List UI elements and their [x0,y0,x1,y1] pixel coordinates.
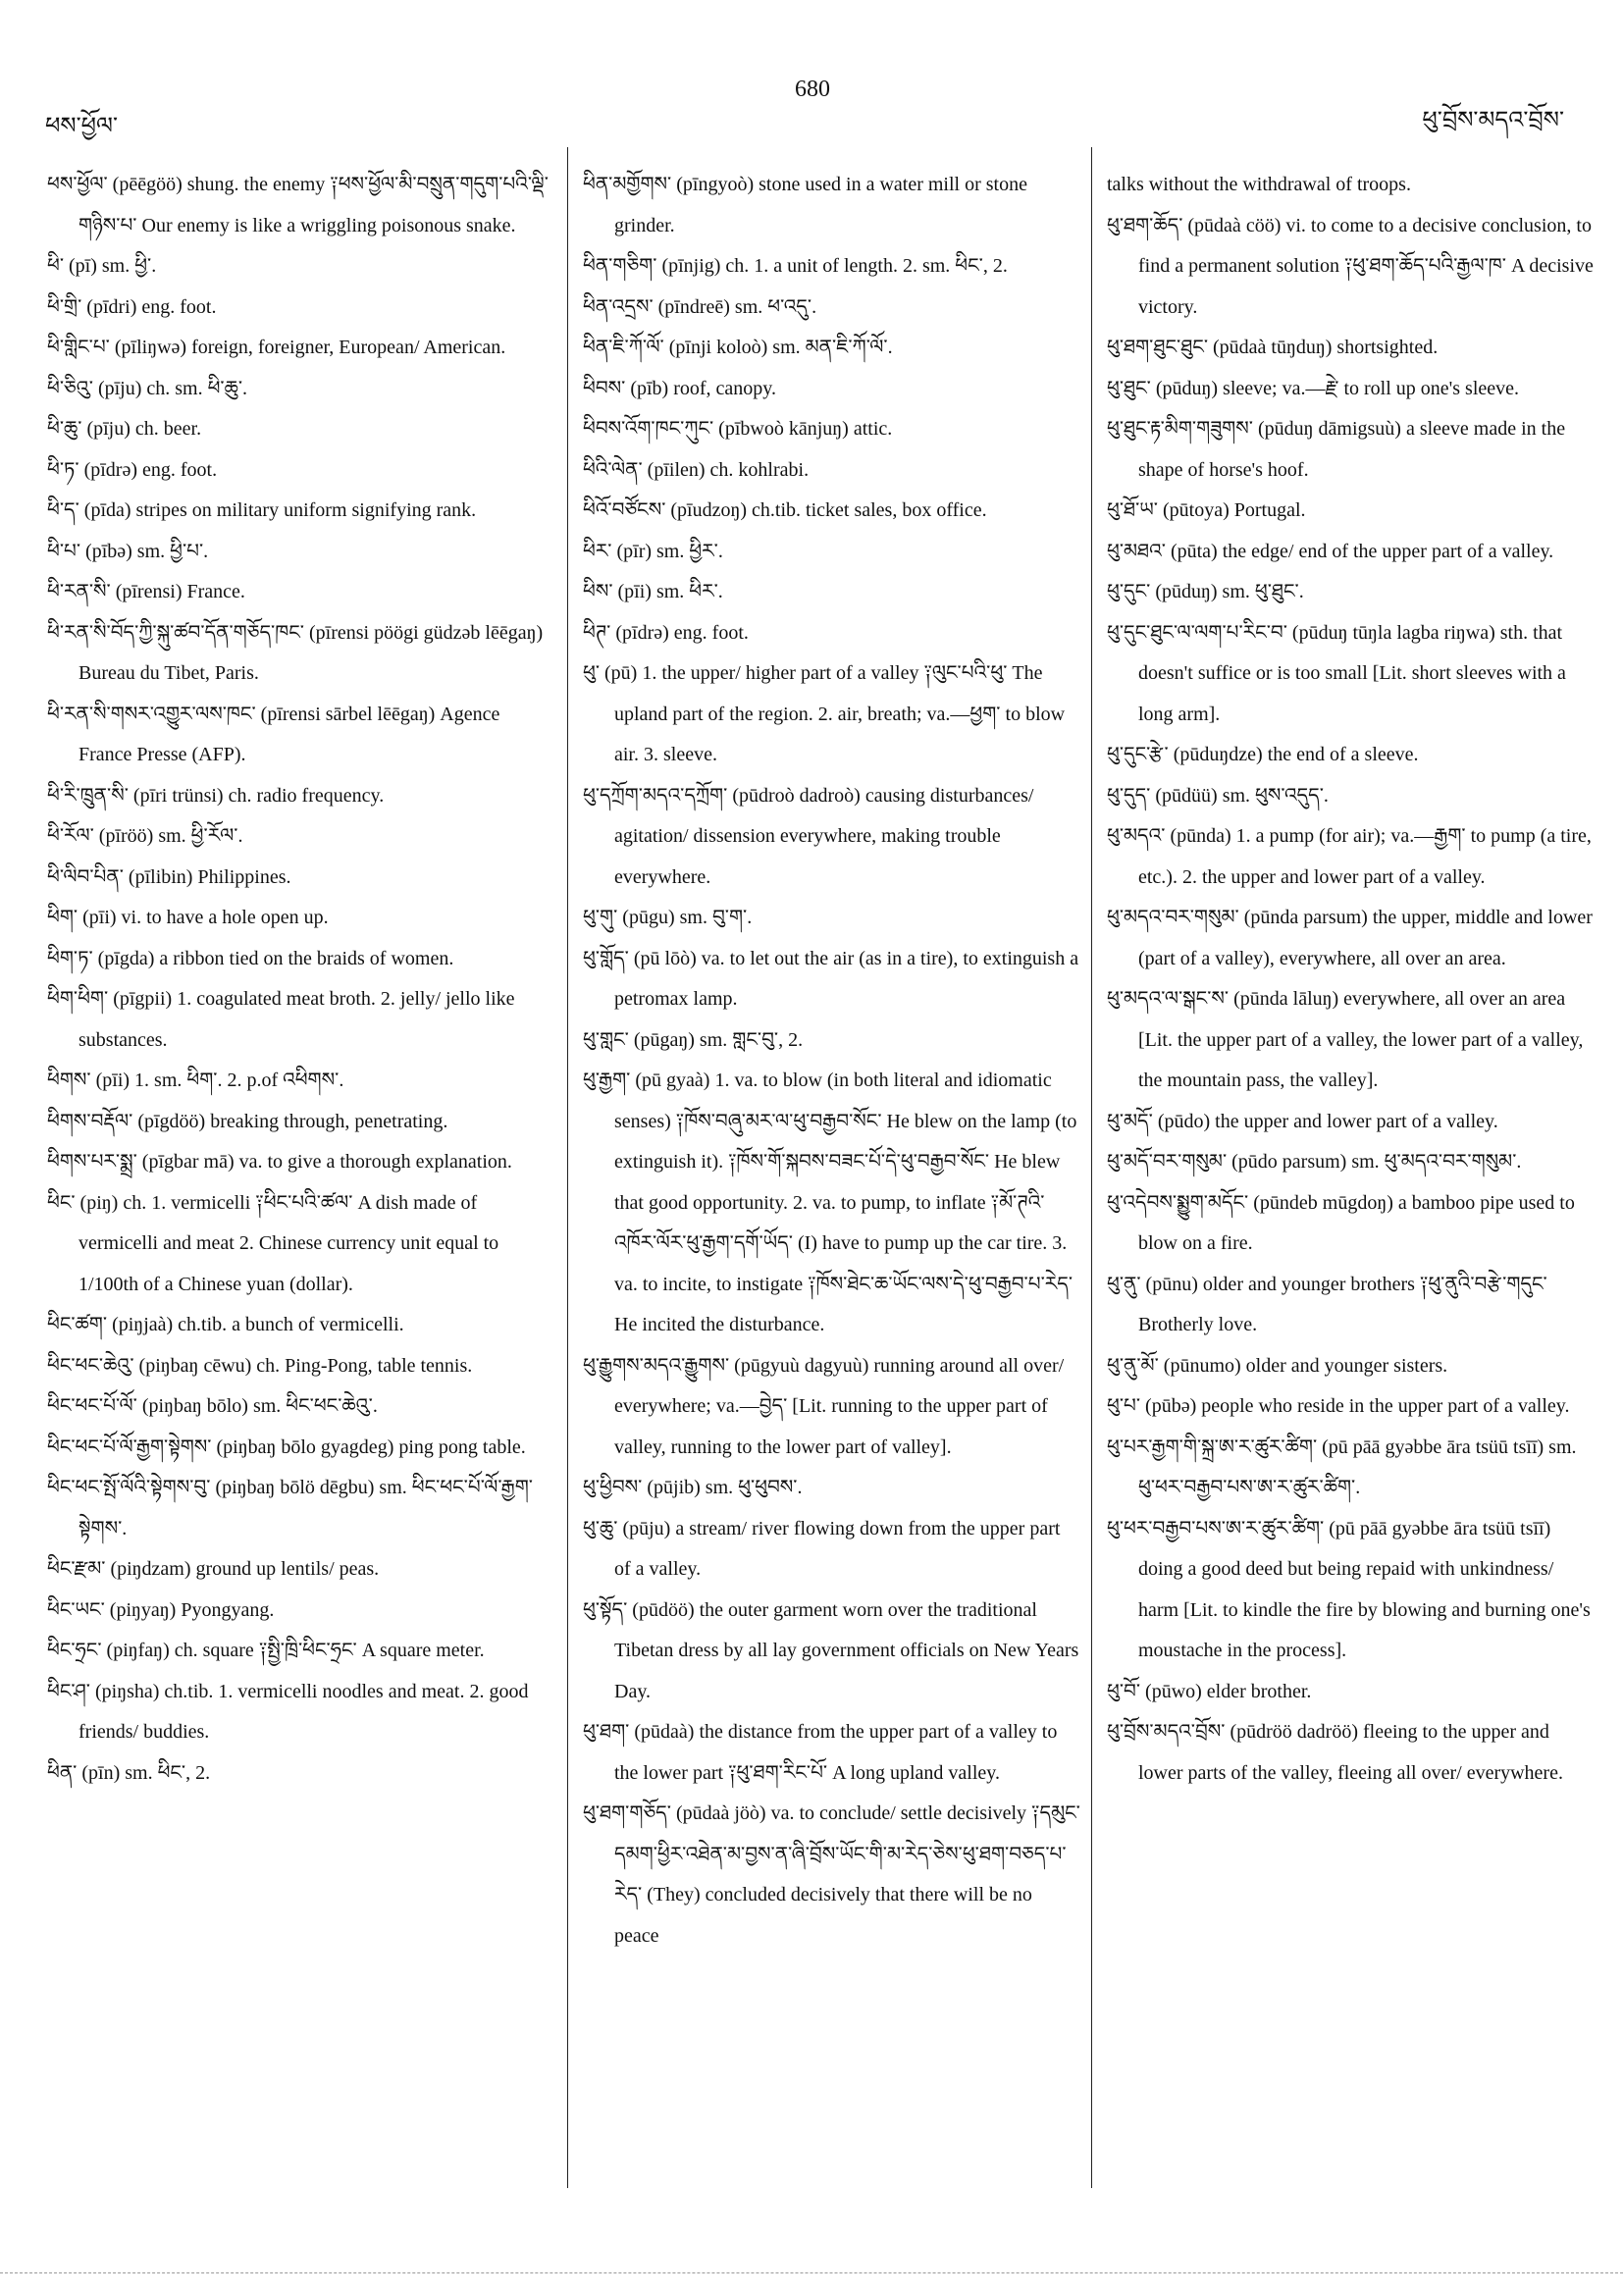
dictionary-entry: ཕིང་ཕང་སྤོ་ལོའི་སྟེགས་བུ་ (piŋbaŋ bōlö dēgbu) sm. ཕིང་ཕང་པོ་ལོ་རྒྱག་སྟེགས་. [47,1477,533,1539]
dictionary-entry: ཕིག་ཕིག་ (pīgpii) 1. coagulated meat broth. 2. jelly/ jello like substances. [47,988,515,1051]
dictionary-entry: ཕིའོ་བཙོངས་ (pīudzoŋ) ch.tib. ticket sales, box office. [583,499,987,521]
header-right-guide-word: ཕུ་བྲོས་མདའ་བྲོས་ [1422,108,1564,133]
dictionary-entry: ཕུ་དུད་ (pūdüü) sm. ཕུས་འདུད་. [1107,784,1329,807]
dictionary-entry: ཕུ་གུ་ (pūgu) sm. བུ་ག་. [583,907,753,928]
dictionary-entry: ཕུ་མདའ་ལ་སྒང་ས་ (pūnda lāluŋ) everywhere, all over an area [Lit. the upper part of a valley, the lower part of a valley, the mountain pass, the valley]. [1107,988,1584,1091]
dictionary-entry: ཕུ་ཐོ་ཡ་ (pūtoya) Portugal. [1107,499,1306,521]
dictionary-entry: ཕིན་མགྱོགས་ (pīngyoò) stone used in a water mill or stone grinder. [583,174,1027,236]
dictionary-entry: ཕིང་ཤ་ (piŋsha) ch.tib. 1. vermicelli noodles and meat. 2. good friends/ buddies. [47,1680,529,1743]
dictionary-entry: ཕི་གླིང་པ་ (pīliŋwə) foreign, foreigner, European/ American. [47,337,506,358]
dictionary-entry: ཕུ་ (pū) 1. the upper/ higher part of a valley ༑ལུང་པའི་ཕུ་ The upland part of the region. 2. air, breath; va.—ཕྱག་ to blow air. 3. sleeve. [583,662,1066,765]
dictionary-entry: ཕི་ (pī) sm. ཕྱི་. [47,255,157,277]
dictionary-entry: ཕུ་སྟོད་ (pūdöö) the outer garment worn over the traditional Tibetan dress by all lay government officials on New Years Day. [583,1598,1079,1702]
dictionary-entry: ཕིའི་ལེན་ (pīilen) ch. kohlrabi. [583,458,810,481]
dictionary-entry: ཕུ་གླང་ (pūgaŋ) sm. གླང་བུ་, 2. [583,1028,804,1051]
dictionary-entry: ཕི་ལིབ་པིན་ (pīlibin) Philippines. [47,865,291,888]
dictionary-entry: talks without the withdrawal of troops. [1107,174,1411,195]
dictionary-entry: ཕིན་ཇི་ཀོ་ལོ་ (pīnji koloò) sm. མན་ཇི་ཀོ་ལོ་. [583,337,893,358]
column-divider [567,147,568,2188]
dictionary-entry: ཕིང་ཕང་ཆེའུ་ (piŋbaŋ cēwu) ch. Ping-Pong, table tennis. [47,1354,473,1377]
column-divider [1091,147,1092,2188]
dictionary-entry: ཕུ་མཐའ་ (pūta) the edge/ end of the upper part of a valley. [1107,540,1554,562]
dictionary-entry: ཕི་རན་སི་གསར་འགྱུར་ལས་ཁང་ (pīrensi sārbel lēēgaŋ) Agence France Presse (AFP). [47,703,500,765]
dictionary-entry: ཕིང་ཚག་ (piŋjaà) ch.tib. a bunch of vermicelli. [47,1314,404,1335]
dictionary-entry: ཕུ་པ་ (pūbə) people who reside in the upper part of a valley. [1107,1395,1570,1417]
dictionary-entry: ཕི་རན་སི་བོད་ཀྱི་སྐུ་ཚབ་དོན་གཅོད་ཁང་ (pīrensi pöögi güdzəb lēēgaŋ) Bureau du Tibet, Paris. [47,621,544,684]
dictionary-entry: ཕིར་ (pīr) sm. ཕྱིར་. [583,540,723,562]
header-left-guide-word: ཕས་ཕྱོལ་ [45,114,118,139]
dictionary-entry: ཕུ་ཐུང་ (pūduŋ) sleeve; va.—རྗེ་ to roll up one's sleeve. [1107,377,1520,399]
dictionary-entry: ཕུ་པར་རྒྱག་གི་སྐྲ་ཨ་ར་ཚུར་ཚིག་ (pū pāā gyəbbe āra tsüū tsīī) sm. ཕུ་ཕར་བརྒྱབ་པས་ཨ་ར་ཚུར་ཚིག་. [1107,1435,1577,1498]
dictionary-entry: ཕི་ཏ་ (pīdrə) eng. foot. [47,458,218,481]
dictionary-entry: ཕུ་མདའ་བར་གསུམ་ (pūnda parsum) the upper, middle and lower (part of a valley), everywhere, all over an area. [1107,907,1593,969]
dictionary-entry: ཕུ་ཐག་ (pūdaà) the distance from the upper part of a valley to the lower part ༑ཕུ་ཐག་རིང་པོ་ A long upland valley. [583,1721,1058,1784]
dictionary-entry: ཕི་རོལ་ (pīröö) sm. ཕྱི་རོལ་. [47,825,243,847]
dictionary-entry: ཕིན་གཅིག་ (pīnjig) ch. 1. a unit of length. 2. sm. ཕིང་, 2. [583,255,1008,277]
dictionary-entry: ཕི་རི་ཁྲུན་སི་ (pīri trünsi) ch. radio frequency. [47,784,385,807]
dictionary-entry: ཕུ་ཐུང་རྟ་མིག་གཟུགས་ (pūduŋ dāmigsuù) a sleeve made in the shape of horse's hoof. [1107,418,1566,481]
dictionary-entry: ཕིབས་འོག་ཁང་ཀུང་ (pībwoò kānjuŋ) attic. [583,418,893,440]
dictionary-entry: ཕས་ཕྱོལ་ (pēēgöö) shung. the enemy ༑ཕས་ཕྱོལ་མི་བསྲུན་གདུག་པའི་ལྡི་གཉིས་པ་ Our enemy is like a wriggling poisonous snake. [47,174,549,236]
column-2 [583,165,1081,1957]
column-3 [1107,165,1594,1794]
dictionary-entry: ཕིན་ (pīn) sm. ཕིང་, 2. [47,1761,211,1784]
dictionary-entry: ཕིང་ (piŋ) ch. 1. vermicelli ༑ཕིང་པའི་ཚལ་ A dish made of vermicelli and meat 2. Chinese currency unit equal to 1/100th of a Chinese yuan (dollar). [47,1191,499,1295]
dictionary-entry: ཕུ་མདོ་ (pūdo) the upper and lower part of a valley. [1107,1110,1498,1132]
dictionary-entry: ཕུ་བོ་ (pūwo) elder brother. [1107,1680,1312,1702]
dictionary-entry: ཕུ་ཐག་ཐུང་ཐུང་ (pūdaà tūŋduŋ) shortsighted. [1107,337,1439,358]
dictionary-entry: ཕི་ད་ (pīda) stripes on military uniform signifying rank. [47,499,477,521]
dictionary-entry: ཕིག་ཏ་ (pīgda) a ribbon tied on the braids of women. [47,947,454,969]
column-1 [47,165,557,1794]
dictionary-entry: ཕུ་ཆུ་ (pūju) a stream/ river flowing down from the upper part of a valley. [583,1517,1061,1580]
dictionary-entry: ཕུ་བྲོས་མདའ་བྲོས་ (pūdröö dadröö) fleeing to the upper and lower parts of the valley, fleeing all over/ everywhere. [1107,1721,1563,1784]
dictionary-entry: ཕི་རན་སི་ (pīrensi) France. [47,581,245,602]
dictionary-entry: ཕི་པ་ (pībə) sm. ཕྱི་པ་. [47,540,209,562]
dictionary-entry: ཕུ་དཀྲོག་མདའ་དཀྲོག་ (pūdroò dadroò) causing disturbances/ agitation/ dissension everywhere, making trouble everywhere. [583,784,1034,888]
dictionary-entry: ཕུ་དུང་ཐུང་ལ་ལག་པ་རིང་བ་ (pūduŋ tūŋla lagba riŋwa) sth. that doesn't suffice or is too small [Lit. short sleeves with a long arm]. [1107,621,1566,725]
dictionary-entry: ཕིབས་ (pīb) roof, canopy. [583,377,776,399]
dictionary-entry: ཕུ་མདོ་བར་གསུམ་ (pūdo parsum) sm. ཕུ་མདའ་བར་གསུམ་. [1107,1151,1522,1173]
dictionary-entry: ཕིང་ཕང་པོ་ལོ་ (piŋbaŋ bōlo) sm. ཕིང་ཕང་ཆེའུ་. [47,1395,378,1417]
dictionary-entry: ཕུ་མདའ་ (pūnda) 1. a pump (for air); va.—རྒྱག་ to pump (a tire, etc.). 2. the upper and lower part of a valley. [1107,825,1592,888]
dictionary-entry: ཕིགས་པར་སྨྲ་ (pīgbar mā) va. to give a thorough explanation. [47,1151,512,1173]
dictionary-entry: ཕུ་ཕར་བརྒྱབ་པས་ཨ་ར་ཚུར་ཚིག་ (pū pāā gyəbbe āra tsüū tsīī) doing a good deed but being repaid with unkindness/ harm [Lit. to kindle the fire by blowing and burning one's moustache in the process]. [1107,1517,1591,1661]
dictionary-entry: ཕིགས་བརྡོལ་ (pīgdöö) breaking through, penetrating. [47,1110,448,1132]
dictionary-entry: ཕིང་ཧྲང་ (piŋfaŋ) ch. square ༑སྤྱི་ཁྲི་ཕིང་ཧྲང་ A square meter. [47,1640,485,1661]
dictionary-entry: ཕུ་རྒྱག་ (pū gyaà) 1. va. to blow (in both literal and idiomatic senses) ༑ཁོས་བཞུ་མར་ལ་ཕུ་བརྒྱབ་སོང་ He blew on the lamp (to extinguish it). ༑ཁོས་གོ་སྐབས་བཟང་པོ་དེ་ཕུ་བརྒྱབ་སོང་ He blew that good opportunity. 2. va. to pump, to inflate ༑མོ་ཊའི་འཁོར་ལོར་ཕུ་རྒྱག་དགོ་ཡོད་ (I) have to pump up the car tire. 3. va. to incite, to instigate ༑ཁོས་ཐེང་ཆ་ཡོང་ལས་དེ་ཕུ་བརྒྱབ་པ་རེད་ He incited the disturbance. [583,1070,1077,1335]
dictionary-entry: ཕིགས་ (pīi) 1. sm. ཕིག་. 2. p.of འཕིགས་. [47,1070,344,1091]
dictionary-entry: ཕིན་འདྲས་ (pīndreē) sm. ཕ་འདུ་. [583,295,817,318]
dictionary-entry: ཕུ་ཐག་ཆོད་ (pūdaà cöö) vi. to come to a decisive conclusion, to find a permanent solution ༑ཕུ་ཐག་ཆོད་པའི་རྒྱལ་ཁ་ A decisive victory. [1107,214,1594,318]
dictionary-entry: ཕུ་ཐག་གཅོད་ (pūdaà jöò) va. to conclude/ settle decisively ༑དམུང་དམག་ཕྱིར་འཐེན་མ་བྱས་ན་ཞི་བྲོས་ཡོང་གི་མ་རེད་ཅེས་ཕུ་ཐག་བཅད་པ་རེད་ (They) concluded decisively that there will be no peace [583,1802,1080,1947]
dictionary-entry: ཕིཊ་ (pīdrə) eng. foot. [583,621,749,644]
dictionary-entry: ཕི་ཅིའུ་ (pīju) ch. sm. ཕི་ཆུ་. [47,377,248,399]
dictionary-entry: ཕིང་ཕང་པོ་ལོ་རྒྱག་སྟེགས་ (piŋbaŋ bōlo gyagdeg) ping pong table. [47,1435,526,1458]
dictionary-entry: ཕུ་གློད་ (pū lōò) va. to let out the air (as in a tire), to extinguish a petromax lamp. [583,947,1079,1010]
dictionary-entry: ཕིས་ (pīi) sm. ཕིར་. [583,581,723,602]
dictionary-entry: ཕུ་དུང་ (pūduŋ) sm. ཕུ་ཐུང་. [1107,581,1304,602]
dictionary-entry: ཕིག་ (pīi) vi. to have a hole open up. [47,907,329,928]
dictionary-entry: ཕུ་རྒྱུགས་མདའ་རྒྱུགས་ (pūgyuù dagyuù) running around all over/ everywhere; va.—བྱེད་ [Lit. running to the upper part of valley, running to the lower part of valley]. [583,1354,1065,1458]
dictionary-entry: ཕུ་འདེབས་སྨྱུག་མདོང་ (pūndeb mūgdoŋ) a bamboo pipe used to blow on a fire. [1107,1191,1575,1254]
page-number: 680 [795,77,830,102]
dictionary-entry: ཕི་གྲི་ (pīdri) eng. foot. [47,295,217,318]
dictionary-entry: ཕིང་རྫམ་ (piŋdzam) ground up lentils/ peas. [47,1558,380,1580]
dictionary-entry: ཕིང་ཡང་ (piŋyaŋ) Pyongyang. [47,1598,275,1621]
page-bottom-edge [0,2272,1623,2273]
dictionary-entry: ཕུ་ཕྱིབས་ (pūjib) sm. ཕུ་ཕུབས་. [583,1477,803,1498]
dictionary-entry: ཕུ་ནུ་མོ་ (pūnumo) older and younger sisters. [1107,1354,1448,1377]
dictionary-entry: ཕུ་ནུ་ (pūnu) older and younger brothers ༑ཕུ་ནུའི་བརྩེ་གདུང་ Brotherly love. [1107,1273,1547,1335]
dictionary-entry: ཕུ་དུང་རྩེ་ (pūduŋdze) the end of a sleeve. [1107,744,1419,765]
dictionary-entry: ཕི་ཆུ་ (pīju) ch. beer. [47,418,202,440]
